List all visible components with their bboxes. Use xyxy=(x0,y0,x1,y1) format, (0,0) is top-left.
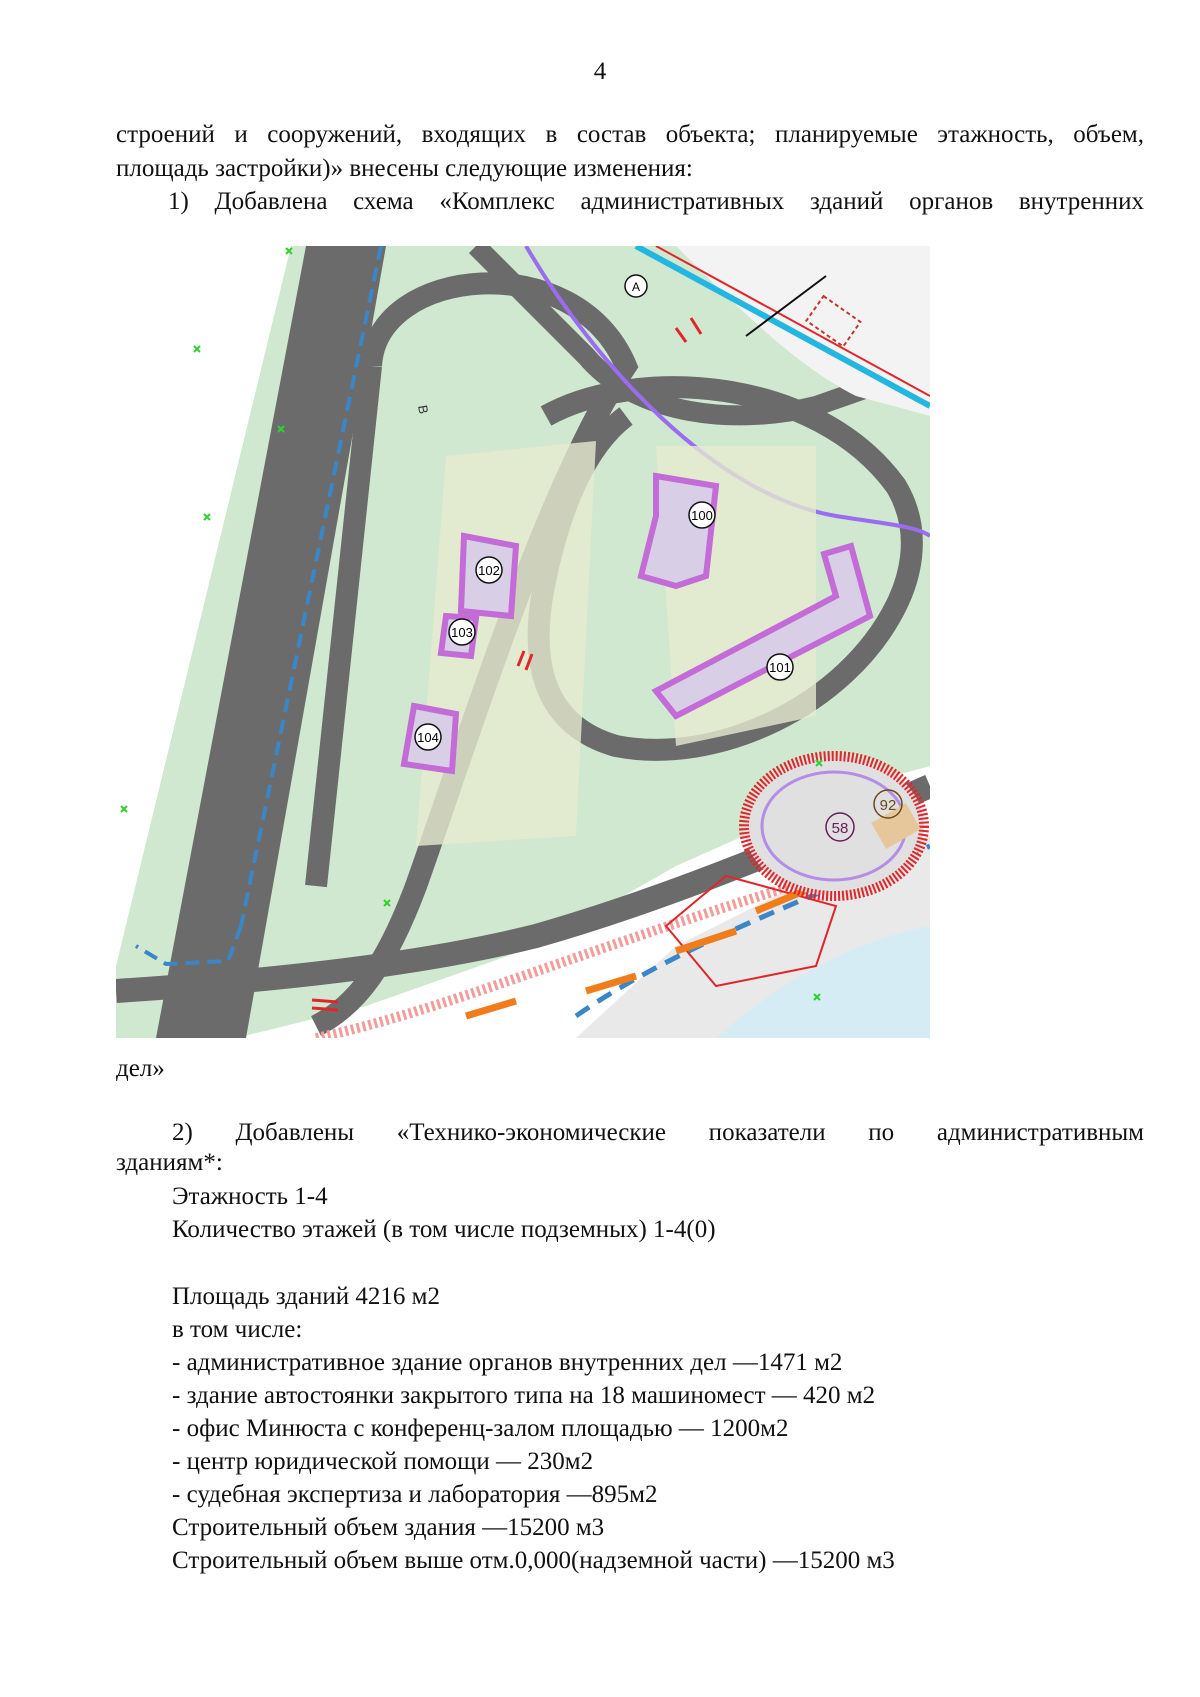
svg-text:102: 102 xyxy=(478,563,500,578)
label-104 xyxy=(415,724,441,750)
tep-area-total: Площадь зданий 4216 м2 xyxy=(172,1283,440,1310)
svg-text:58: 58 xyxy=(831,820,849,837)
intro-line-2: площадь застройки)» внесены следующие изменения: xyxy=(116,155,693,182)
svg-text:100: 100 xyxy=(691,508,713,523)
item-1-line: 1) Добавлена схема «Комплекс административных зданий органов внутренних xyxy=(168,188,1144,215)
tep-including: в том числе: xyxy=(172,1316,303,1343)
tep-item: - судебная экспертиза и лаборатория —895м2 xyxy=(172,1481,658,1508)
site-plan-map xyxy=(116,246,930,1038)
svg-text:104: 104 xyxy=(417,730,439,745)
label-101 xyxy=(767,654,793,680)
tep-heading-line-2: зданиям*: xyxy=(116,1149,223,1176)
label-102 xyxy=(476,557,502,583)
svg-text:101: 101 xyxy=(769,660,791,675)
tep-floors: Этажность 1-4 xyxy=(172,1183,328,1210)
item-1-end: дел» xyxy=(116,1055,165,1082)
tep-heading-line-1: 2) Добавлены «Технико-экономические показатели по административным xyxy=(172,1119,1144,1146)
svg-text:103: 103 xyxy=(451,625,473,640)
tep-item: - административное здание органов внутренних дел —1471 м2 xyxy=(172,1349,843,1376)
tep-volume-above: Строительный объем выше отм.0,000(надземной части) —15200 м3 xyxy=(172,1547,895,1574)
road-marker-a xyxy=(625,275,647,297)
label-103 xyxy=(449,619,475,645)
tep-floors-count: Количество этажей (в том числе подземных) 1-4(0) xyxy=(172,1216,716,1243)
tep-item: - здание автостоянки закрытого типа на 18 машиномест — 420 м2 xyxy=(172,1382,876,1409)
svg-text:A: A xyxy=(631,280,641,294)
svg-text:92: 92 xyxy=(879,797,897,814)
tep-item: - офис Минюста с конференц-залом площадью — 1200м2 xyxy=(172,1415,789,1442)
tep-volume: Строительный объем здания —15200 м3 xyxy=(172,1514,605,1541)
page-number: 4 xyxy=(593,58,607,85)
label-100 xyxy=(689,502,715,528)
road-letter-label: B xyxy=(415,403,432,416)
tep-item: - центр юридической помощи — 230м2 xyxy=(172,1448,594,1475)
intro-line-1: строений и сооружений, входящих в состав объекта; планируемые этажность, объем, xyxy=(116,121,1144,148)
